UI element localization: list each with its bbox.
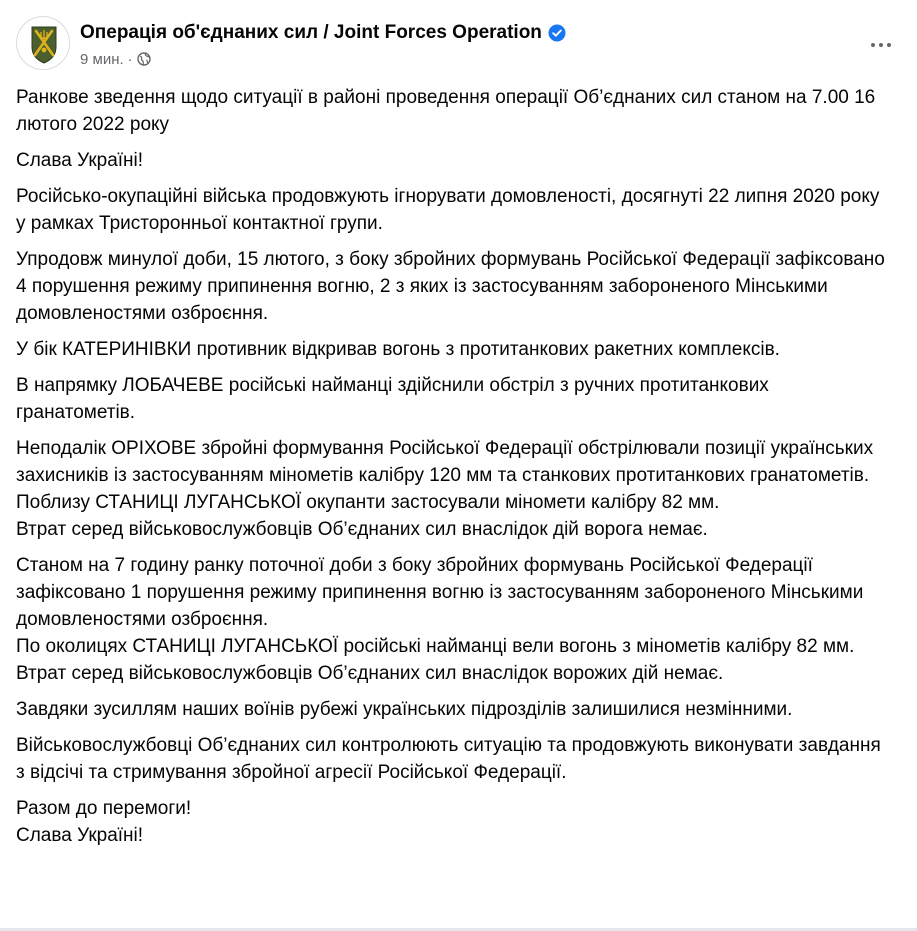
post-text-line: Втрат серед військовослужбовців Об’єднаних сил внаслідок дій ворога немає. xyxy=(16,519,708,540)
post-text-line: Неподалік ОРІХОВЕ збройні формування Російської Федерації обстрілювали позиції українських захисників із застосуванням мінометів калібру 120 мм та станкових протитанкових гранатометів. xyxy=(16,438,874,486)
post-paragraph xyxy=(16,183,886,237)
post-paragraph xyxy=(16,84,886,138)
post-paragraph xyxy=(16,147,886,174)
post-paragraph xyxy=(16,246,886,327)
post-header xyxy=(16,16,901,72)
post-paragraph xyxy=(16,336,886,363)
globe-icon[interactable] xyxy=(137,52,151,66)
page-name-link[interactable]: Операція об'єднаних сил / Joint Forces Operation xyxy=(80,22,542,43)
shield-emblem-icon xyxy=(17,17,70,70)
post-paragraph xyxy=(16,732,886,786)
post-timestamp[interactable]: 9 мин. xyxy=(80,50,124,68)
post-text-line: Поблизу СТАНИЦІ ЛУГАНСЬКОЇ окупанти застосували міномети калібру 82 мм. xyxy=(16,492,720,513)
post-text-line: У бік КАТЕРИНІВКИ противник відкривав вогонь з протитанкових ракетних комплексів. xyxy=(16,339,780,360)
post-text-line: В напрямку ЛОБАЧЕВЕ російські найманці здійснили обстріл з ручних протитанкових гранатометів. xyxy=(16,375,769,423)
post-text-line: По околицях СТАНИЦІ ЛУГАНСЬКОЇ російські найманці вели вогонь з мінометів калібру 82 мм. xyxy=(16,636,855,657)
post-text-line: Слава Україні! xyxy=(16,150,144,171)
post-text-line: Ранкове зведення щодо ситуації в районі проведення операції Об’єднаних сил станом на 7.00 16 лютого 2022 року xyxy=(16,87,876,135)
post-text-line: Слава Україні! xyxy=(16,825,144,846)
post-meta xyxy=(80,49,151,69)
post-paragraph xyxy=(16,435,886,543)
post-message xyxy=(16,84,886,858)
post-text-line: Втрат серед військовослужбовців Об’єднаних сил внаслідок ворожих дій немає. xyxy=(16,663,724,684)
post-paragraph xyxy=(16,696,886,723)
post-text-line: Упродовж минулої доби, 15 лютого, з боку збройних формувань Російської Федерації зафіксовано 4 порушення режиму припинення вогню, 2 з яких із застосуванням забороненого Мінськими домовленостями озброєння. xyxy=(16,249,885,324)
post-paragraph xyxy=(16,372,886,426)
post-paragraph xyxy=(16,795,886,849)
post-text-line: Російсько-окупаційні війська продовжують ігнорувати домовленості, досягнуті 22 липня 2020 року у рамках Тристоронньої контактної групи. xyxy=(16,186,880,234)
military-emblem-avatar[interactable] xyxy=(16,16,70,70)
page-name-row xyxy=(80,21,566,45)
verified-badge-icon xyxy=(548,24,566,42)
meta-separator: · xyxy=(127,50,133,68)
post-text-line: Військовослужбовці Об’єднаних сил контролюють ситуацію та продовжують виконувати завдання з відсічі та стримування збройної агресії Російської Федерації. xyxy=(16,735,881,783)
more-options-dot xyxy=(887,43,891,47)
post-text-line: Станом на 7 годину ранку поточної доби з боку збройних формувань Російської Федерації зафіксовано 1 порушення режиму припинення вогню із застосуванням забороненого Мінськими домовленостями озброєння. xyxy=(16,555,864,630)
more-options-icon xyxy=(871,43,875,47)
post-paragraph xyxy=(16,552,886,687)
post-text-line: Разом до перемоги! xyxy=(16,798,192,819)
more-options-dot xyxy=(879,43,883,47)
more-options-button[interactable] xyxy=(861,25,901,65)
post-text-line: Завдяки зусиллям наших воїнів рубежі українських підрозділів залишилися незмінними. xyxy=(16,699,793,720)
